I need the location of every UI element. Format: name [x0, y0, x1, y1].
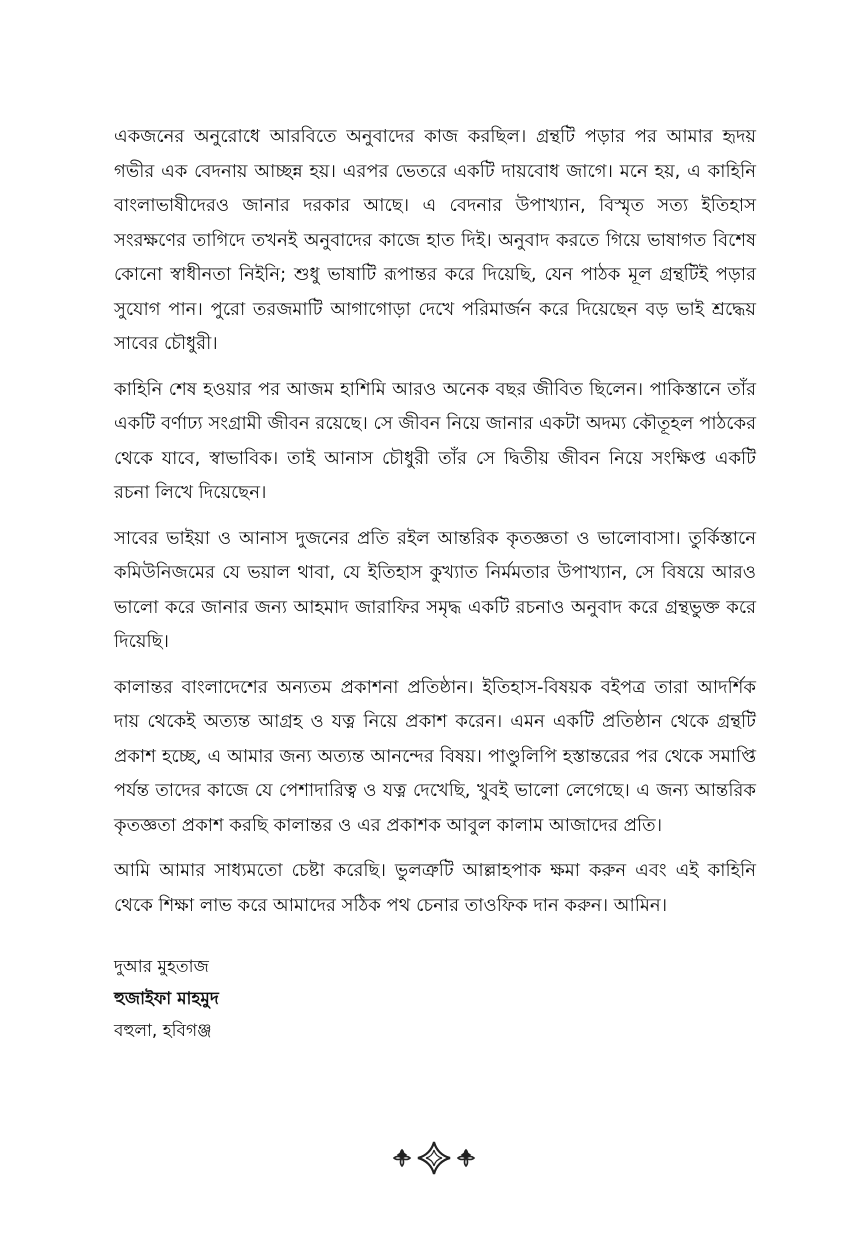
- paragraph-5: আমি আমার সাধ্যমতো চেষ্টা করেছি। ভুলত্রুটি আল্লাহপাক ক্ষমা করুন এবং এই কাহিনি থেকে শিক্ষা লাভ করে আমাদের সঠিক পথ চেনার তাওফিক দান করুন। আমিন।: [114, 860, 756, 916]
- paragraph-1: একজনের অনুরোধে আরবিতে অনুবাদের কাজ করছিল। গ্রন্থটি পড়ার পর আমার হৃদয় গভীর এক বেদনায় আচ্ছন্ন হয়। এরপর ভেতরে একটি দায়বোধ জাগে। মনে হয়, এ কাহিনি বাংলাভাষীদেরও জানার দরকার আছে। এ বেদনার উপাখ্যান, বিস্মৃত সত্য ইতিহাস সংরক্ষণের তাগিদে তখনই অনুবাদের কাজে হাত দিই। অনুবাদ করতে গিয়ে ভাষাগত বিশেষ কোনো স্বাধীনতা নিইনি; শুধু ভাষাটি রূপান্তর করে দিয়েছি, যেন পাঠক মূল গ্রন্থটিই পড়ার সুযোগ পান। পুরো তরজমাটি আগাগোড়া দেখে পরিমার্জন করে দিয়েছেন বড় ভাই শ্রদ্ধেয় সাবের চৌধুরী।: [114, 126, 756, 354]
- diamond-star-ornament-icon: [384, 1138, 484, 1178]
- paragraph-2: কাহিনি শেষ হওয়ার পর আজম হাশিমি আরও অনেক বছর জীবিত ছিলেন। পাকিস্তানে তাঁর একটি বর্ণাঢ্য সংগ্রামী জীবন রয়েছে। সে জীবন নিয়ে জানার একটা অদম্য কৌতূহল পাঠকের থেকে যাবে, স্বাভাবিক। তাই আনাস চৌধুরী তাঁর সে দ্বিতীয় জীবন নিয়ে সংক্ষিপ্ত একটি রচনা লিখে দিয়েছেন।: [114, 378, 756, 503]
- signature-block: [114, 951, 756, 1047]
- document-body: [114, 120, 756, 1047]
- ornament-center-diamond-icon: [418, 1142, 450, 1174]
- signature-name: হুজাইফা মাহমুদ: [114, 989, 219, 1009]
- paragraph-4: কালান্তর বাংলাদেশের অন্যতম প্রকাশনা প্রতিষ্ঠান। ইতিহাস-বিষয়ক বইপত্র তারা আদর্শিক দায় থেকেই অত্যন্ত আগ্রহ ও যত্ন নিয়ে প্রকাশ করেন। এমন একটি প্রতিষ্ঠান থেকে গ্রন্থটি প্রকাশ হচ্ছে, এ আমার জন্য অত্যন্ত আনন্দের বিষয়। পাণ্ডুলিপি হস্তান্তরের পর থেকে সমাপ্তি পর্যন্ত তাদের কাজে যে পেশাদারিত্ব ও যত্ন দেখেছি, খুবই ভালো লেগেছে। এ জন্য আন্তরিক কৃতজ্ঞতা প্রকাশ করছি কালান্তর ও এর প্রকাশক আবুল কালাম আজাদের প্রতি।: [114, 676, 756, 836]
- paragraph-3: সাবের ভাইয়া ও আনাস দুজনের প্রতি রইল আন্তরিক কৃতজ্ঞতা ও ভালোবাসা। তুর্কিস্তানে কমিউনিজমের যে ভয়াল থাবা, যে ইতিহাস কুখ্যাত নির্মমতার উপাখ্যান, সে বিষয়ে আরও ভালো করে জানার জন্য আহমাদ জারাফির সমৃদ্ধ একটি রচনাও অনুবাদ করে গ্রন্থভুক্ত করে দিয়েছি।: [114, 527, 756, 652]
- ornament-left-star-icon: [394, 1150, 410, 1166]
- ornament-right-star-icon: [458, 1150, 474, 1166]
- signature-location: বহুলা, হবিগঞ্জ: [114, 1021, 212, 1041]
- signature-closing: দুআর মুহতাজ: [114, 957, 209, 977]
